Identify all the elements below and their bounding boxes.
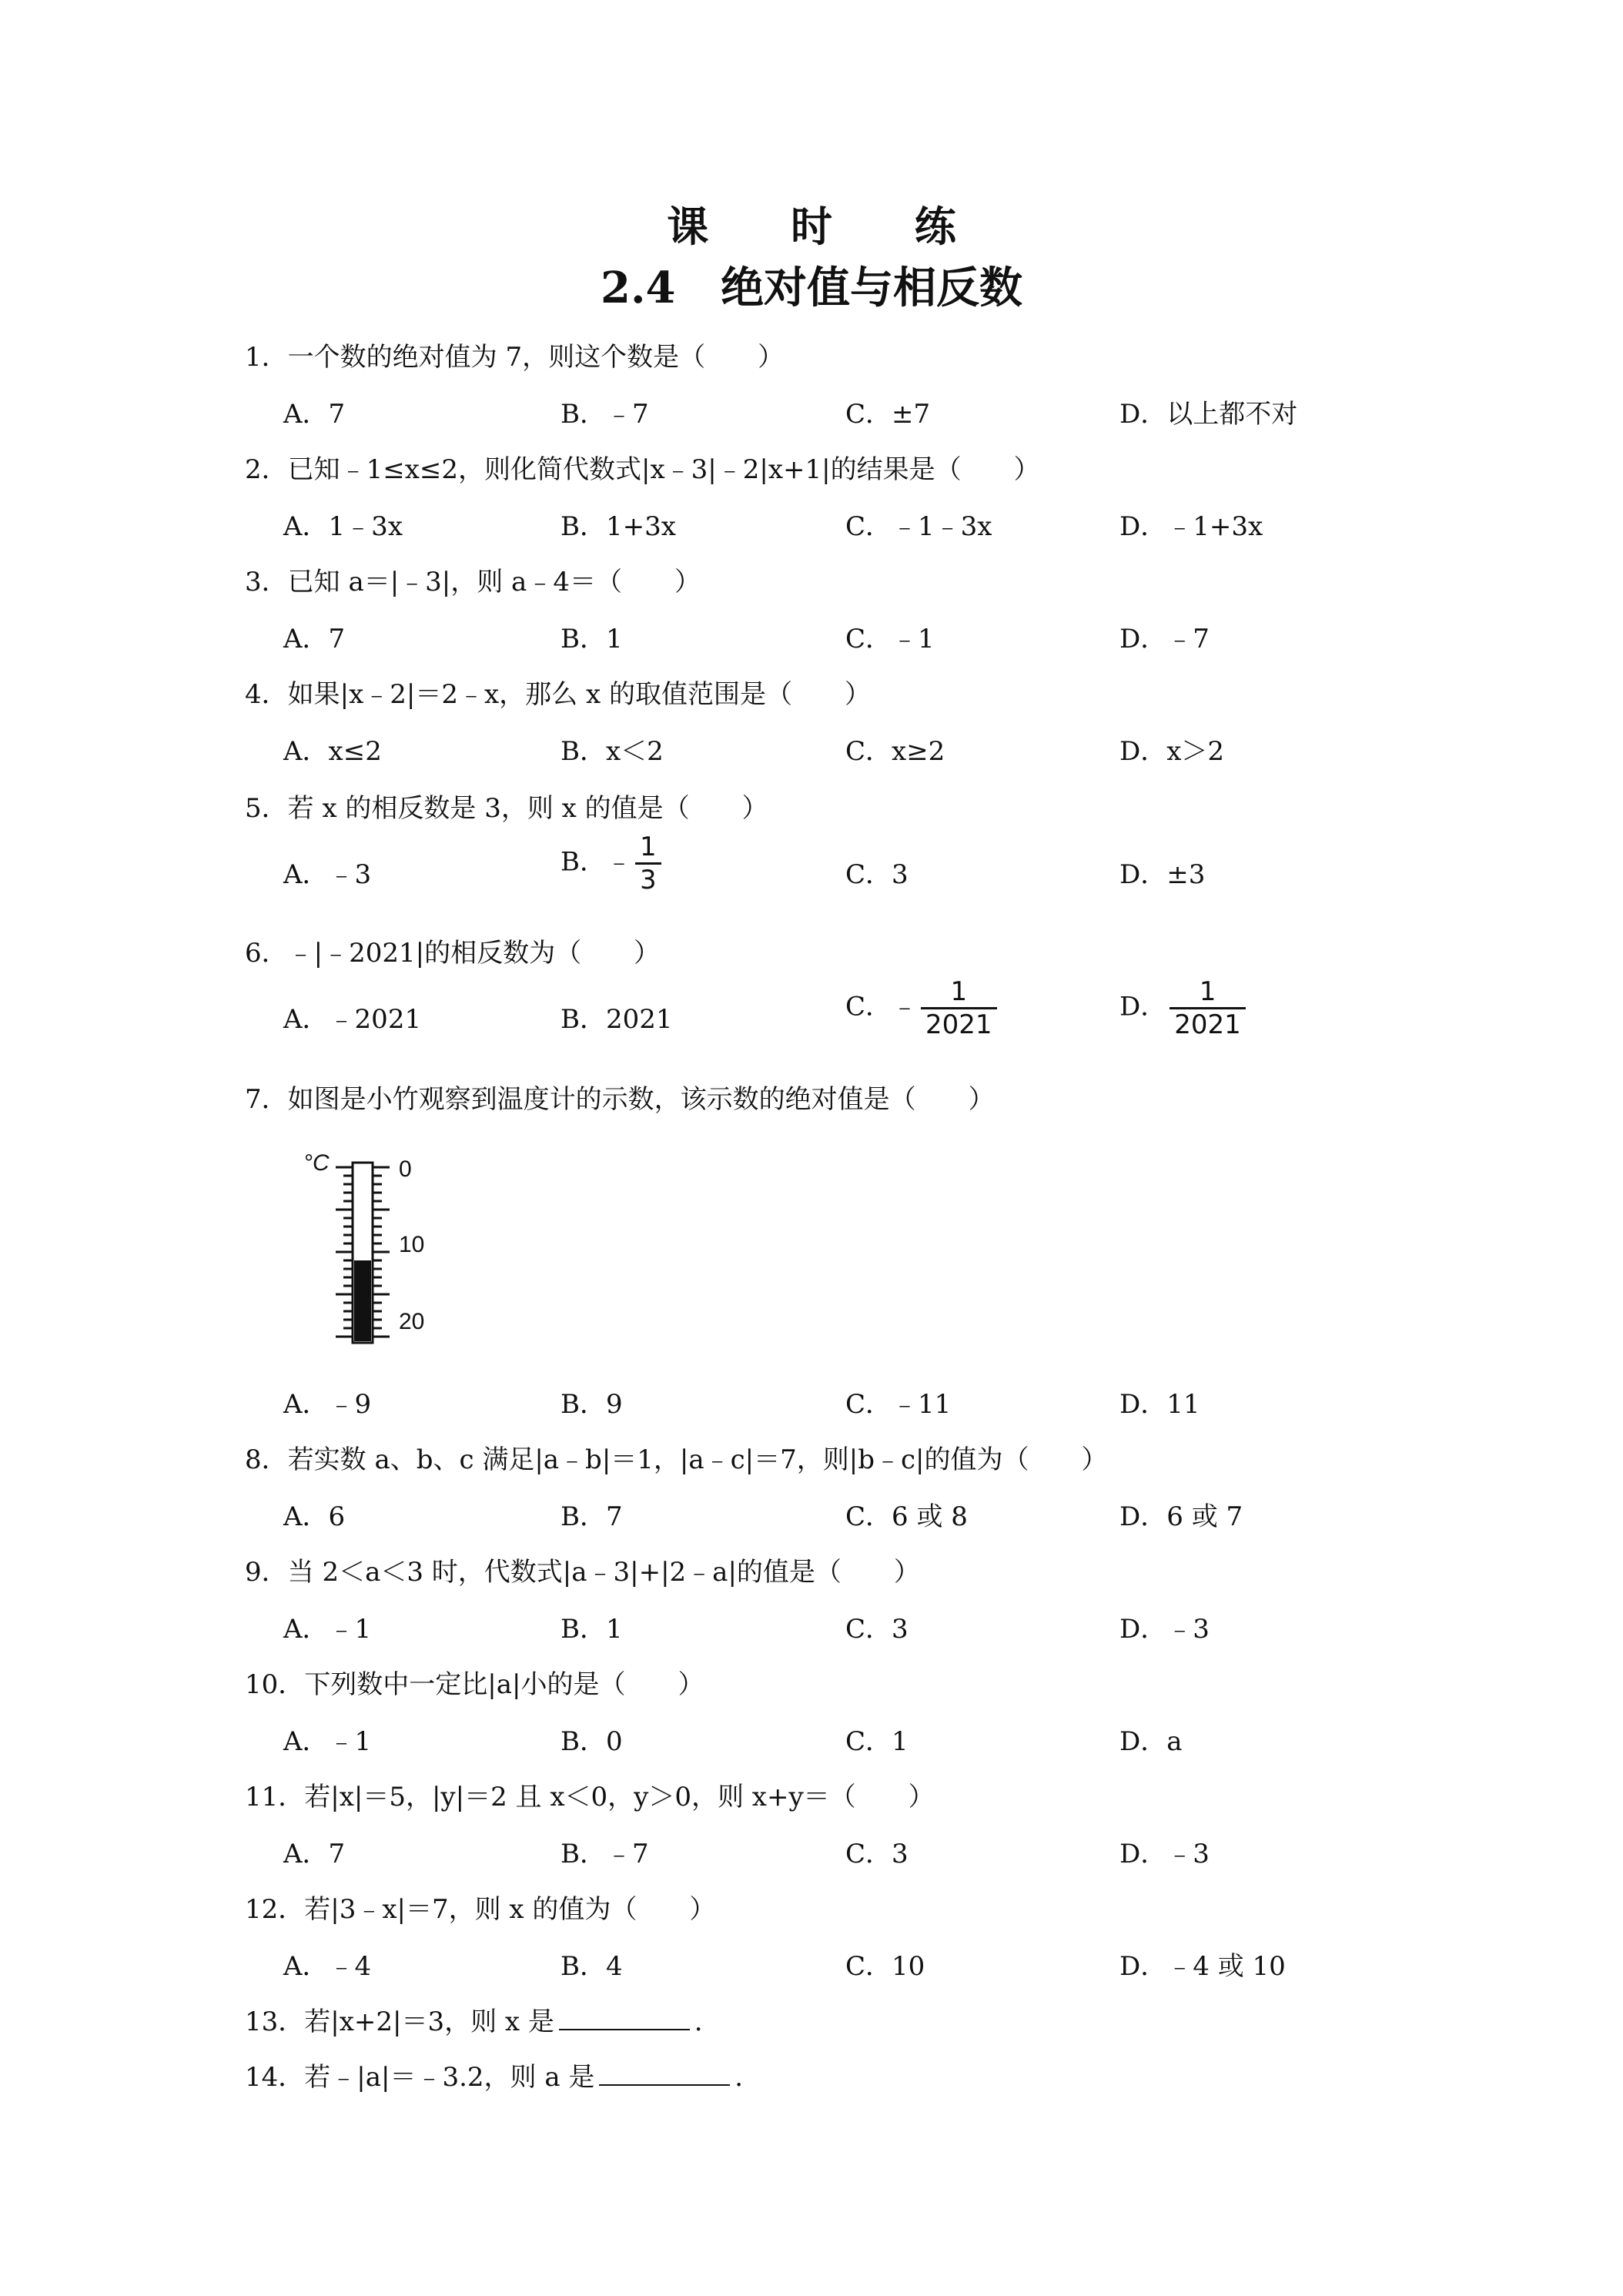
- option-d[interactable]: D．﹣3: [1119, 1839, 1210, 1869]
- option-a[interactable]: A．﹣9: [283, 1389, 372, 1420]
- question-8: 8．若实数 a、b、c 满足|a﹣b|＝1，|a﹣c|＝7，则|b﹣c|的值为（ ）: [245, 1444, 1108, 1475]
- question-5: 5．若 x 的相反数是 3，则 x 的值是（ ）: [245, 793, 768, 824]
- option-c-label: C．﹣: [845, 991, 919, 1022]
- question-14-end: ．: [735, 2062, 761, 2093]
- option-c[interactable]: [845, 976, 997, 1040]
- option-b[interactable]: B．0: [561, 1726, 623, 1757]
- option-b[interactable]: B．4: [561, 1951, 623, 1982]
- thermometer-label-0: 0: [399, 1156, 412, 1182]
- question-1: 1．一个数的绝对值为 7，则这个数是（ ）: [245, 342, 785, 373]
- fraction-numerator: 1: [1199, 976, 1216, 1007]
- fraction: [1170, 976, 1246, 1040]
- option-a[interactable]: A．﹣2021: [283, 1004, 422, 1035]
- thermometer-figure: [297, 1147, 451, 1355]
- option-d-label: D．: [1119, 991, 1167, 1022]
- option-a[interactable]: A．6: [283, 1501, 346, 1532]
- question-13-text: 13．若|x+2|＝3，则 x 是: [245, 2006, 554, 2037]
- option-c[interactable]: C．1: [845, 1726, 909, 1757]
- option-d[interactable]: D．﹣7: [1119, 624, 1210, 654]
- option-d[interactable]: [1119, 976, 1246, 1040]
- question-7: 7．如图是小竹观察到温度计的示数，该示数的绝对值是（ ）: [245, 1084, 995, 1115]
- option-c[interactable]: C．3: [845, 1614, 909, 1645]
- option-a[interactable]: A．﹣3: [283, 859, 372, 890]
- option-b[interactable]: B．7: [561, 1501, 623, 1532]
- option-b-label: B．﹣: [561, 846, 632, 878]
- option-b[interactable]: B．﹣7: [561, 1839, 649, 1869]
- question-4: 4．如果|x﹣2|＝2﹣x，那么 x 的取值范围是（ ）: [245, 679, 871, 710]
- option-b[interactable]: B．1+3x: [561, 511, 676, 542]
- fraction: [921, 976, 997, 1040]
- option-a[interactable]: A．7: [283, 624, 346, 654]
- option-c[interactable]: C．﹣1: [845, 624, 935, 654]
- fraction-numerator: 1: [950, 976, 968, 1007]
- option-c[interactable]: C．﹣1﹣3x: [845, 511, 992, 542]
- option-c[interactable]: C．3: [845, 859, 909, 890]
- question-10: 10．下列数中一定比|a|小的是（ ）: [245, 1669, 704, 1700]
- thermometer-label-20: 20: [399, 1309, 425, 1334]
- option-a[interactable]: A．﹣4: [283, 1951, 372, 1982]
- option-b[interactable]: B．9: [561, 1389, 623, 1420]
- option-b[interactable]: B．2021: [561, 1004, 673, 1035]
- option-a[interactable]: A．7: [283, 399, 346, 430]
- fraction: [635, 832, 661, 895]
- option-c[interactable]: C．±7: [845, 399, 931, 430]
- option-b[interactable]: [561, 832, 661, 895]
- option-d[interactable]: D．±3: [1119, 859, 1206, 890]
- question-12: 12．若|3﹣x|＝7，则 x 的值为（ ）: [245, 1894, 716, 1925]
- question-14-text: 14．若﹣|a|＝﹣3.2，则 a 是: [245, 2062, 595, 2093]
- option-c[interactable]: C．10: [845, 1951, 925, 1982]
- option-d[interactable]: D．﹣1+3x: [1119, 511, 1263, 542]
- thermometer-icon: [297, 1147, 451, 1355]
- answer-blank[interactable]: [559, 2006, 690, 2030]
- question-2: 2．已知﹣1≤x≤2，则化简代数式|x﹣3|﹣2|x+1|的结果是（ ）: [245, 454, 1040, 485]
- option-c[interactable]: C．﹣11: [845, 1389, 952, 1420]
- option-c[interactable]: C．x≥2: [845, 736, 945, 767]
- option-a[interactable]: A．1﹣3x: [283, 511, 403, 542]
- answer-blank[interactable]: [599, 2061, 730, 2086]
- question-6: 6．﹣|﹣2021|的相反数为（ ）: [245, 938, 661, 969]
- thermometer-fill: [354, 1260, 371, 1341]
- option-d[interactable]: D．a: [1119, 1726, 1183, 1757]
- fraction-denominator: 3: [635, 862, 661, 895]
- option-d[interactable]: D．﹣4 或 10: [1119, 1951, 1286, 1982]
- question-14: [245, 2056, 761, 2094]
- fraction-denominator: 2021: [1170, 1007, 1246, 1040]
- question-9: 9．当 2＜a＜3 时，代数式|a﹣3|+|2﹣a|的值是（ ）: [245, 1557, 920, 1588]
- option-d[interactable]: D．以上都不对: [1119, 399, 1298, 430]
- option-a[interactable]: A．﹣1: [283, 1614, 372, 1645]
- option-b[interactable]: B．1: [561, 624, 623, 654]
- option-d[interactable]: D．11: [1119, 1389, 1200, 1420]
- option-c[interactable]: C．6 或 8: [845, 1501, 968, 1532]
- thermometer-unit: °C: [303, 1150, 330, 1176]
- thermometer-label-10: 10: [399, 1232, 425, 1257]
- option-d[interactable]: D．6 或 7: [1119, 1501, 1243, 1532]
- option-d[interactable]: D．﹣3: [1119, 1614, 1210, 1645]
- fraction-denominator: 2021: [921, 1007, 997, 1040]
- option-a[interactable]: A．﹣1: [283, 1726, 372, 1757]
- question-13-end: ．: [694, 2006, 721, 2037]
- worksheet-title: 课 时 练: [667, 202, 990, 251]
- fraction-numerator: 1: [640, 832, 657, 862]
- option-b[interactable]: B．1: [561, 1614, 623, 1645]
- option-a[interactable]: A．x≤2: [283, 736, 382, 767]
- option-c[interactable]: C．3: [845, 1839, 909, 1869]
- option-a[interactable]: A．7: [283, 1839, 346, 1869]
- question-13: [245, 2000, 721, 2038]
- option-d[interactable]: D．x＞2: [1119, 736, 1225, 767]
- question-3: 3．已知 a＝|﹣3|，则 a﹣4＝（ ）: [245, 567, 701, 597]
- option-b[interactable]: B．x＜2: [561, 736, 664, 767]
- lesson-title: 2.4 绝对值与相反数: [601, 263, 1022, 313]
- question-11: 11．若|x|＝5，|y|＝2 且 x＜0，y＞0，则 x+y＝（ ）: [245, 1782, 935, 1812]
- option-b[interactable]: B．﹣7: [561, 399, 649, 430]
